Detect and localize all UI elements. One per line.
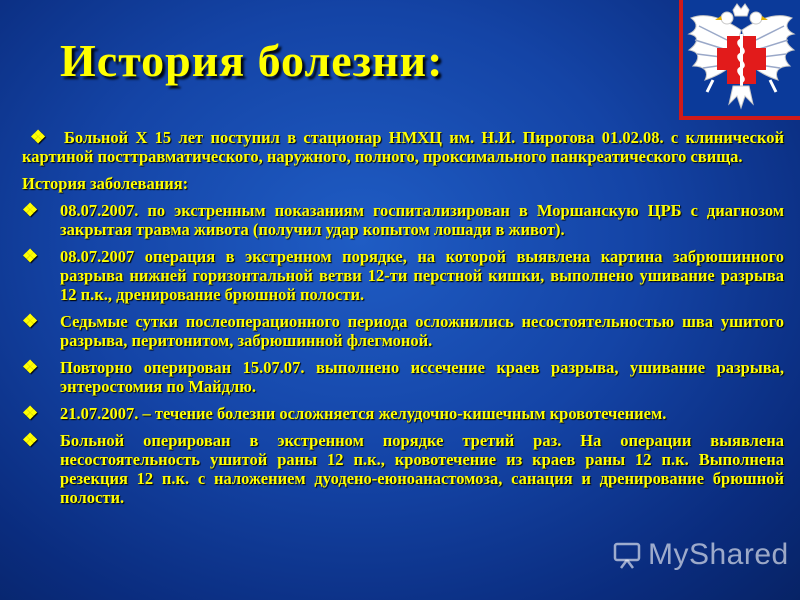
bullet-diamond-icon: ❖	[22, 430, 39, 450]
list-item	[22, 404, 784, 423]
bullet-diamond-icon: ❖	[30, 127, 47, 147]
intro-text: Больной Х 15 лет поступил в стационар НМХЦ им. Н.И. Пирогова 01.02.08. с клинической картиной посттравматического, наружного, полного, проксимального панкреатического свища.	[22, 128, 784, 166]
slide-content	[22, 128, 784, 515]
slide-title: История болезни:	[60, 35, 444, 86]
list-item-text: Повторно оперирован 15.07.07. выполнено иссечение краев разрыва, ушивание разрыва, энтеростомия по Майдлю.	[60, 358, 784, 396]
double-headed-eagle-icon	[683, 0, 800, 116]
list-item	[22, 431, 784, 507]
bullet-diamond-icon: ❖	[22, 200, 39, 220]
list-item	[22, 201, 784, 239]
ministry-emblem-logo	[679, 0, 800, 120]
list-item-text: 21.07.2007. – течение болезни осложняется желудочно-кишечным кровотечением.	[60, 404, 667, 423]
watermark-text: MyShared	[648, 538, 789, 571]
list-item	[22, 247, 784, 304]
section-heading: История заболевания:	[22, 174, 189, 193]
list-item-text: 08.07.2007. по экстренным показаниям госпитализирован в Моршанскую ЦРБ с диагнозом закрытая травма живота (получил удар копытом лошади в живот).	[60, 201, 784, 239]
bullet-diamond-icon: ❖	[22, 246, 39, 266]
list-item	[22, 358, 784, 396]
list-item-text: 08.07.2007 операция в экстренном порядке, на которой выявлена картина забрюшинного разрыва нижней горизонтальной ветви 12-ти перстной кишки, выполнено ушивание разрыва 12 п.к., дренирование брюшной полости.	[60, 247, 784, 304]
intro-paragraph	[22, 128, 784, 166]
bullet-diamond-icon: ❖	[22, 357, 39, 377]
bullet-diamond-icon: ❖	[22, 403, 39, 423]
list-item-text: Больной оперирован в экстренном порядке третий раз. На операции выявлена несостоятельность ушитой раны 12 п.к., кровотечение из краев раны 12 п.к. Выполнена резекция 12 п.к. с наложением дуодено-еюноанастомоза, санация и дренирование брюшной полости.	[60, 431, 784, 507]
list-item-text: Седьмые сутки послеоперационного периода осложнились несостоятельностью шва ушитого разрыва, перитонитом, забрюшинной флегмоной.	[60, 312, 784, 350]
watermark	[612, 538, 789, 572]
bullet-diamond-icon: ❖	[22, 311, 39, 331]
presentation-board-icon	[612, 540, 642, 570]
list-item	[22, 312, 784, 350]
